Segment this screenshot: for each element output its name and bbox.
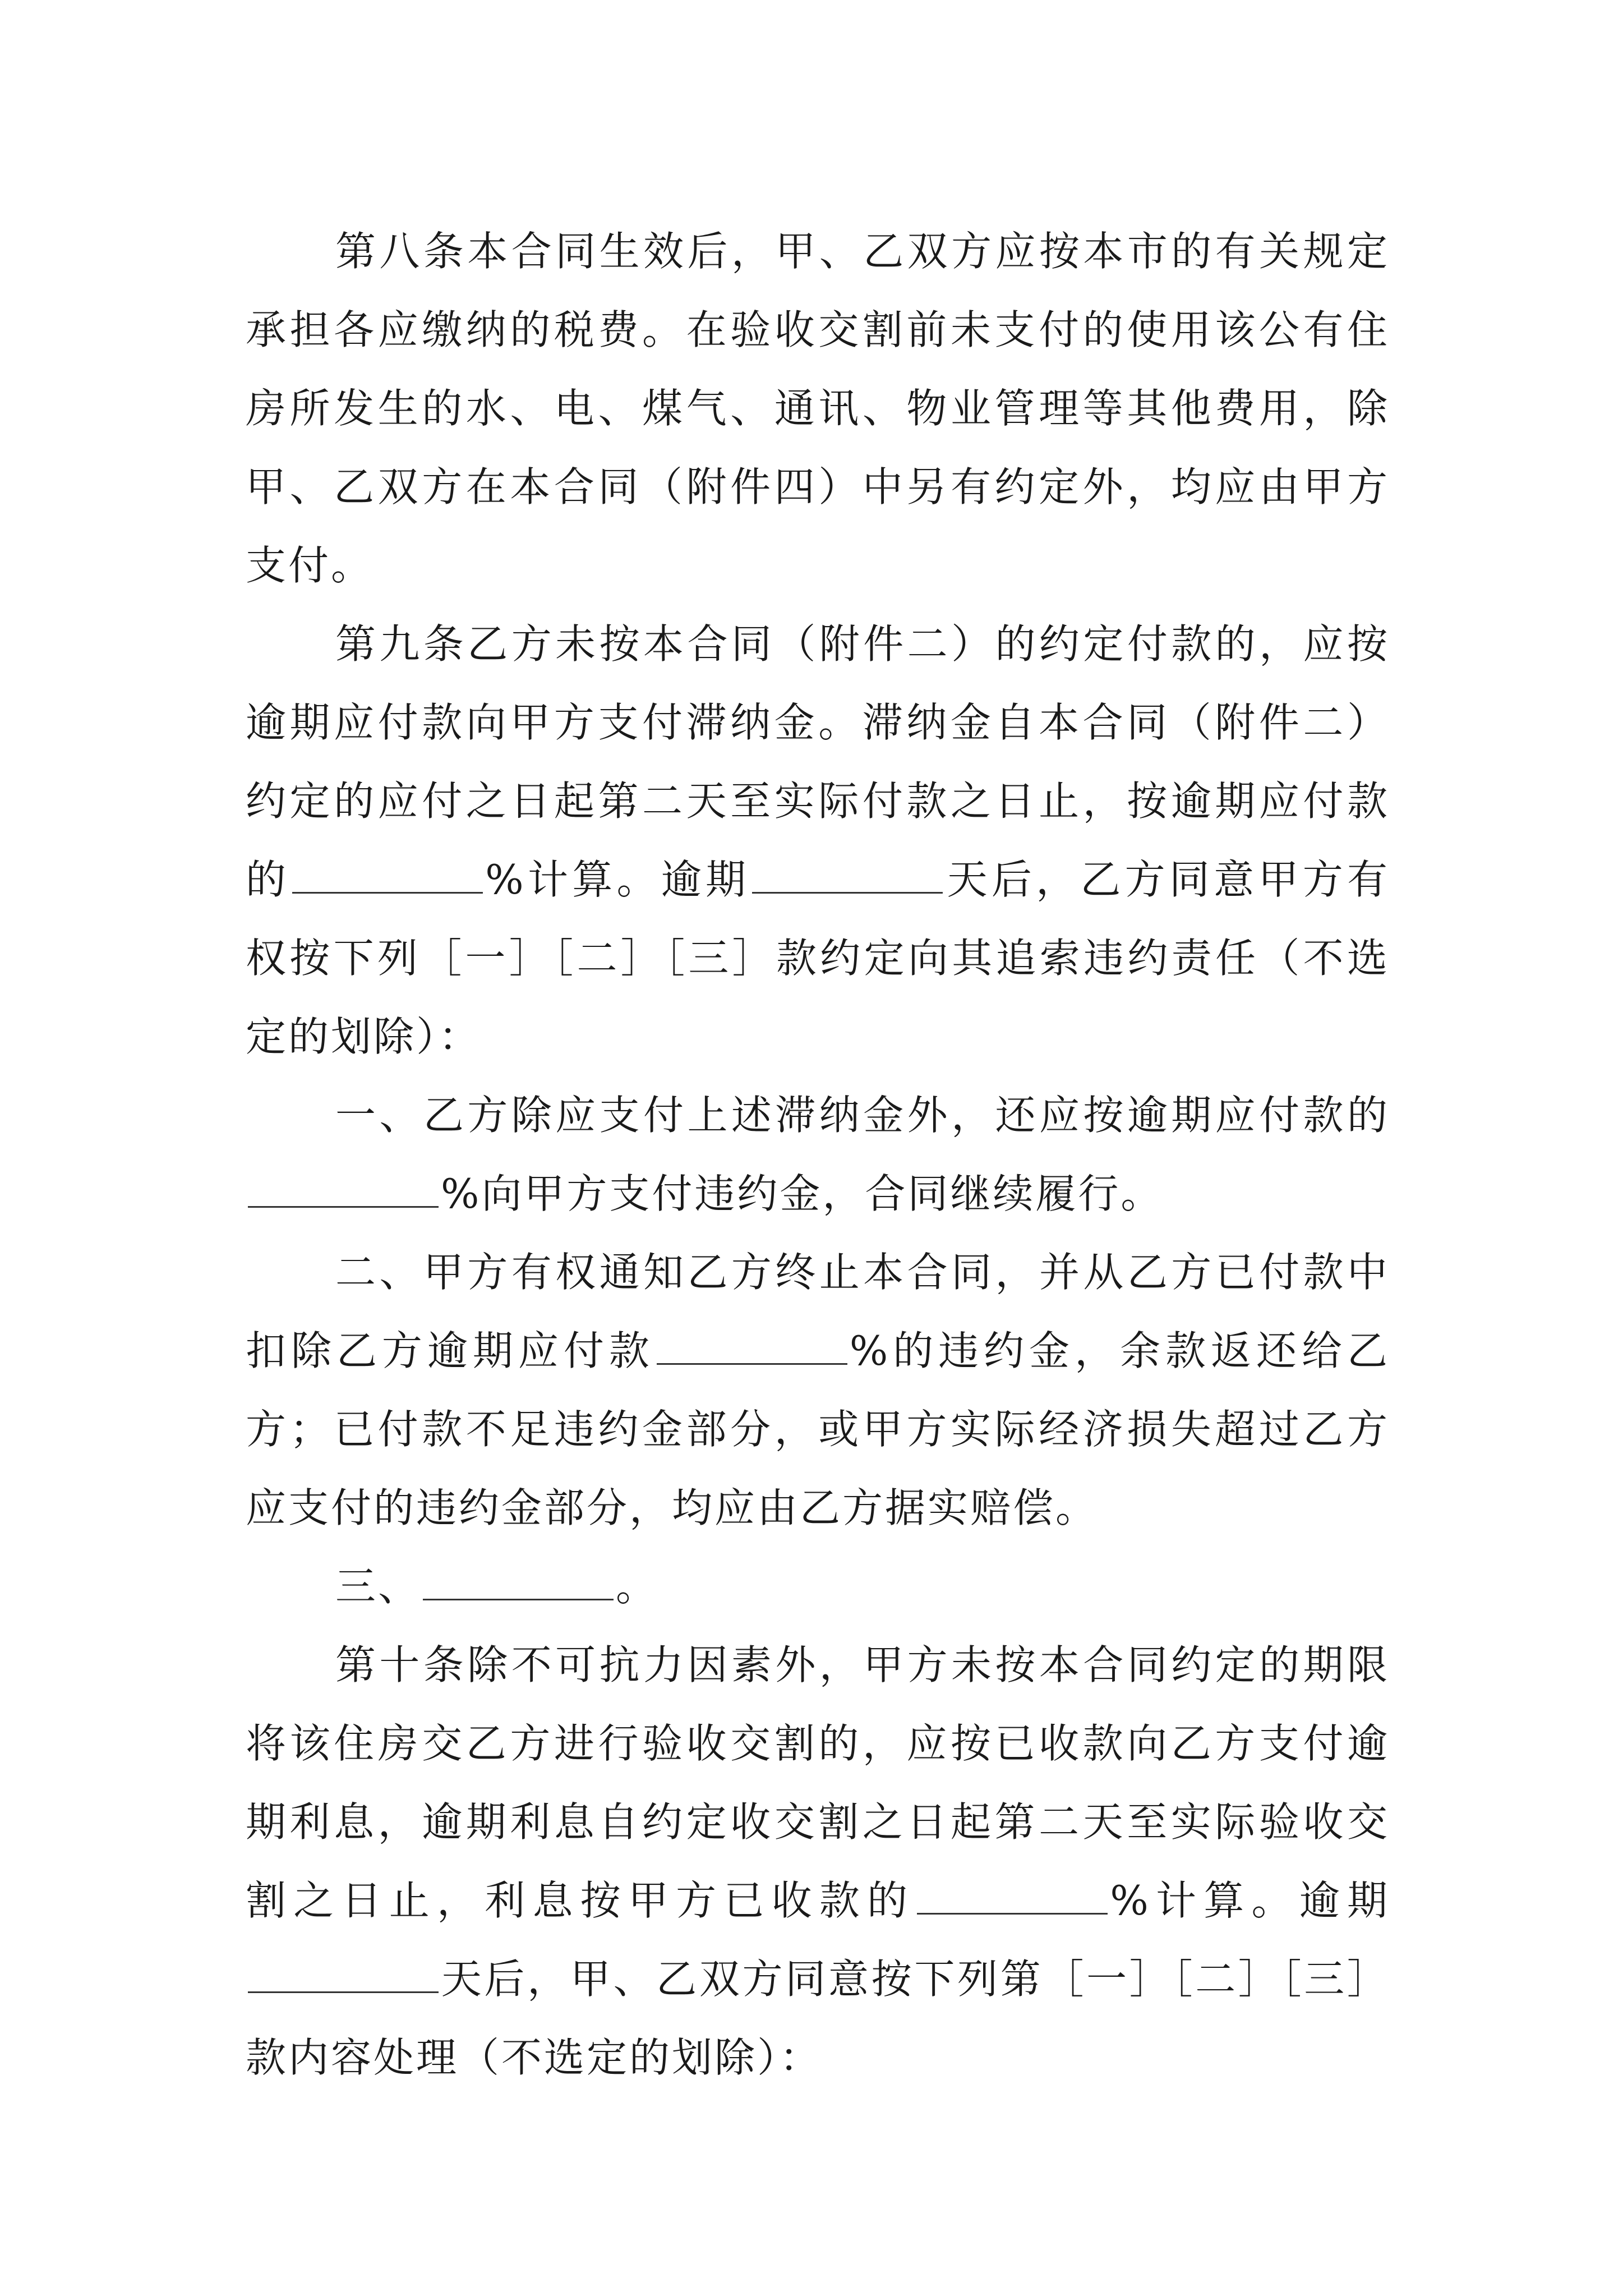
fill-blank [248, 1958, 439, 1993]
text-segment: 三、 [335, 1563, 421, 1610]
fill-blank [917, 1879, 1108, 1915]
text-segment: 第十条除不可抗力因素外，甲方未按本合同约定的期限将该住房交乙方进行验收交割的，应按已收款向乙方支付逾期利息，逾期利息自约定收交割之日起第二天至实际验收交割之日止，利息按甲方已收款的 [246, 1641, 1390, 1924]
document-body [246, 212, 1390, 2097]
article-9-paragraph [246, 605, 1390, 1076]
article-9-item-3-paragraph [246, 1547, 1390, 1626]
article-9-item-2-paragraph [246, 1233, 1390, 1547]
article-10-paragraph [246, 1626, 1390, 2097]
fill-blank [423, 1565, 614, 1600]
text-segment: 第八条本合同生效后，甲、乙双方应按本市的有关规定承担各应缴纳的税费。在验收交割前未支付的使用该公有住房所发生的水、电、煤气、通讯、物业管理等其他费用，除甲、乙双方在本合同（附件四）中另有约定外，均应由甲方支付。 [246, 228, 1390, 589]
text-segment: %计算。逾期 [485, 856, 750, 903]
fill-blank [248, 1172, 439, 1208]
text-segment: 一、乙方除应支付上述滞纳金外，还应按逾期应付款的 [335, 1092, 1390, 1139]
text-segment: %计算。逾期 [1110, 1877, 1390, 1924]
article-8-paragraph [246, 212, 1390, 605]
text-segment: %的违约金，余款返还给乙方；已付款不足违约金部分，或甲方实际经济损失超过乙方应支付的违约金部分，均应由乙方据实赔偿。 [246, 1327, 1390, 1531]
fill-blank [657, 1329, 847, 1365]
text-segment: 天后，甲、乙双方同意按下列第［一］［二］［三］款内容处理（不选定的划除）： [246, 1955, 1390, 2081]
fill-blank [292, 858, 483, 894]
text-segment: 第九条乙方未按本合同（附件二）的约定付款的，应按逾期应付款向甲方支付滞纳金。滞纳金自本合同（附件二）约定的应付之日起第二天至实际付款之日止，按逾期应付款的 [246, 620, 1390, 903]
article-9-item-1-paragraph [246, 1076, 1390, 1233]
text-segment: 。 [616, 1563, 659, 1610]
text-segment: 天后，乙方同意甲方有权按下列［一］［二］［三］款约定向其追索违约责任（不选定的划除）： [246, 856, 1390, 1060]
fill-blank [752, 858, 943, 894]
text-segment: 二、甲方有权通知乙方终止本合同，并从乙方已付款中扣除乙方逾期应付款 [246, 1249, 1390, 1374]
text-segment: %向甲方支付违约金，合同继续履行。 [441, 1170, 1164, 1217]
